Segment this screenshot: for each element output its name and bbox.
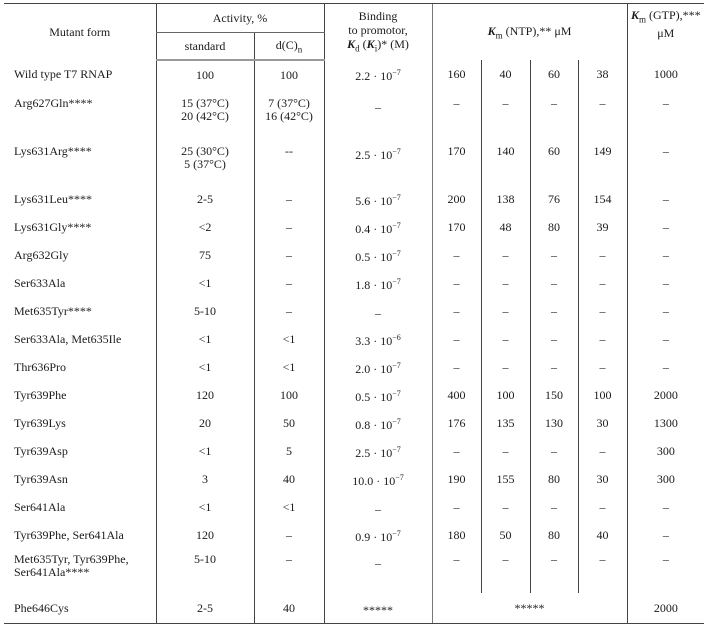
cell-km-ntp-2: 140 [481, 137, 530, 185]
cell-mutant-name: Tyr639Asn [14, 471, 68, 486]
mutant-data-table-container [4, 3, 704, 624]
cell-activity-dc: 50 [254, 409, 324, 437]
table-row [4, 593, 704, 624]
cell-activity-standard: 20 [156, 409, 254, 437]
cell-mutant-name: Ser641Ala [14, 499, 66, 514]
cell-binding: $0.8 \cdot 10^{-7}$ [324, 409, 432, 437]
header-km-ntp: $K_m$ (NTP),** μM [432, 4, 627, 61]
cell-km-ntp-4: – [578, 89, 627, 137]
cell-mutant-name: Thr636Pro [14, 359, 66, 374]
table-row [4, 437, 704, 465]
cell-km-ntp-2: – [481, 549, 530, 593]
table-row [4, 185, 704, 213]
cell-km-ntp-4: – [578, 353, 627, 381]
cell-km-ntp-4: – [578, 325, 627, 353]
table-row [4, 269, 704, 297]
cell-km-ntp-2: 155 [481, 465, 530, 493]
cell-activity-standard: 3 [156, 465, 254, 493]
cell-km-ntp-1: 180 [432, 521, 481, 549]
cell-km-ntp-3: 150 [530, 381, 578, 409]
cell-mutant-name: Lys631Arg**** [14, 144, 92, 158]
cell-km-ntp-4: 149 [578, 137, 627, 185]
cell-activity-dc: – [254, 549, 324, 593]
cell-activity-dc: – [254, 213, 324, 241]
cell-km-ntp-4: 154 [578, 185, 627, 213]
cell-km-ntp-4: – [578, 297, 627, 325]
cell-km-ntp-4: 30 [578, 465, 627, 493]
cell-km-ntp-3: – [530, 353, 578, 381]
cell-binding: $0.5 \cdot 10^{-7}$ [324, 241, 432, 269]
cell-km-ntp-1: – [432, 493, 481, 521]
cell-km-ntp-4: – [578, 493, 627, 521]
cell-activity-standard: 2-5 [156, 185, 254, 213]
cell-km-ntp-1: – [432, 353, 481, 381]
cell-km-ntp-2: – [481, 297, 530, 325]
cell-km-ntp-2: 50 [481, 521, 530, 549]
cell-km-ntp-3: – [530, 89, 578, 137]
cell-km-ntp-3: – [530, 493, 578, 521]
cell-km-gtp: – [627, 325, 704, 353]
cell-km-ntp-2: – [481, 325, 530, 353]
table-row [4, 137, 704, 185]
cell-km-ntp-1: – [432, 437, 481, 465]
cell-mutant-name: Met635Tyr, Tyr639Phe, Ser641Ala**** [14, 552, 129, 579]
header-activity-standard: standard [156, 33, 254, 61]
cell-km-gtp: – [627, 493, 704, 521]
header-binding [324, 4, 432, 61]
cell-km-ntp-3: 80 [530, 521, 578, 549]
cell-mutant-name: Tyr639Phe, Ser641Ala [14, 527, 124, 542]
cell-km-ntp-2: 135 [481, 409, 530, 437]
cell-activity-standard: 75 [156, 241, 254, 269]
cell-km-gtp: 300 [627, 465, 704, 493]
cell-binding: $2.5 \cdot 10^{-7}$ [324, 437, 432, 465]
cell-km-gtp: 2000 [627, 381, 704, 409]
cell-activity-standard: <1 [156, 437, 254, 465]
cell-mutant-name: Tyr639Phe [14, 387, 67, 402]
cell-km-ntp-merged: ***** [432, 593, 627, 624]
cell-binding: $2.2 \cdot 10^{-7}$ [324, 60, 432, 89]
cell-activity-dc: – [254, 521, 324, 549]
cell-km-ntp-2: 48 [481, 213, 530, 241]
cell-km-ntp-3: – [530, 437, 578, 465]
cell-km-ntp-3: 130 [530, 409, 578, 437]
cell-km-gtp: 1000 [627, 60, 704, 89]
cell-km-ntp-1: – [432, 325, 481, 353]
header-mutant-form: Mutant form [4, 4, 156, 61]
table-row [4, 89, 704, 137]
cell-km-ntp-3: – [530, 241, 578, 269]
cell-binding: – [324, 493, 432, 521]
cell-km-ntp-2: – [481, 493, 530, 521]
header-km-gtp: $K_m$ (GTP),*** μM [627, 4, 704, 61]
cell-activity-standard: 25 (30°C) 5 (37°C) [156, 137, 254, 185]
cell-activity-standard: <1 [156, 269, 254, 297]
cell-mutant-name: Lys631Leu**** [14, 191, 92, 206]
cell-km-ntp-1: 170 [432, 213, 481, 241]
cell-km-ntp-4: 40 [578, 521, 627, 549]
cell-km-gtp: – [627, 241, 704, 269]
cell-activity-dc: <1 [254, 493, 324, 521]
cell-binding: $2.5 \cdot 10^{-7}$ [324, 137, 432, 185]
table-body [4, 60, 704, 624]
cell-binding: – [324, 549, 432, 593]
cell-activity-standard: <1 [156, 353, 254, 381]
cell-km-ntp-3: – [530, 325, 578, 353]
cell-mutant-name: Phe646Cys [4, 593, 156, 624]
table-row [4, 241, 704, 269]
cell-km-ntp-2: 40 [481, 60, 530, 89]
cell-km-ntp-2: – [481, 269, 530, 297]
table-row [4, 465, 704, 493]
cell-km-ntp-4: – [578, 241, 627, 269]
table-row [4, 409, 704, 437]
cell-km-ntp-2: 138 [481, 185, 530, 213]
cell-binding: $3.3 \cdot 10^{-6}$ [324, 325, 432, 353]
cell-activity-standard: <1 [156, 493, 254, 521]
cell-km-gtp: – [627, 213, 704, 241]
table-row [4, 297, 704, 325]
cell-km-ntp-4: – [578, 437, 627, 465]
cell-binding: $0.5 \cdot 10^{-7}$ [324, 381, 432, 409]
cell-km-gtp: – [627, 137, 704, 185]
table-row [4, 325, 704, 353]
cell-activity-dc: 5 [254, 437, 324, 465]
cell-km-gtp: – [627, 549, 704, 593]
cell-km-ntp-2: – [481, 241, 530, 269]
table-row [4, 213, 704, 241]
cell-mutant-name: Wild type T7 RNAP [14, 67, 113, 81]
cell-activity-dc: 40 [254, 465, 324, 493]
cell-km-ntp-3: 60 [530, 137, 578, 185]
cell-activity-dc: – [254, 297, 324, 325]
table-row [4, 493, 704, 521]
cell-activity-dc: -- [254, 137, 324, 185]
table-row [4, 381, 704, 409]
cell-activity-standard: 5-10 [156, 297, 254, 325]
cell-activity-dc: – [254, 185, 324, 213]
cell-km-ntp-4: 39 [578, 213, 627, 241]
cell-activity-standard: 100 [156, 60, 254, 89]
cell-km-ntp-3: 80 [530, 213, 578, 241]
cell-km-ntp-2: – [481, 353, 530, 381]
cell-km-ntp-4: – [578, 549, 627, 593]
cell-activity-dc: 100 [254, 381, 324, 409]
cell-km-ntp-3: – [530, 549, 578, 593]
cell-km-gtp: – [627, 297, 704, 325]
cell-activity-dc: 100 [254, 60, 324, 89]
cell-mutant-name: Ser633Ala, Met635Ile [14, 331, 122, 346]
cell-binding: $1.8 \cdot 10^{-7}$ [324, 269, 432, 297]
cell-mutant-name: Arg627Gln**** [14, 96, 93, 110]
cell-km-ntp-2: – [481, 89, 530, 137]
cell-binding: ***** [324, 593, 432, 624]
cell-activity-dc: 40 [254, 593, 324, 624]
cell-activity-standard: 120 [156, 381, 254, 409]
cell-activity-standard: <2 [156, 213, 254, 241]
cell-km-gtp: – [627, 89, 704, 137]
cell-mutant-name: Tyr639Lys [14, 415, 66, 430]
table-row [4, 521, 704, 549]
cell-km-ntp-1: 400 [432, 381, 481, 409]
cell-mutant-name: Arg632Gly [14, 247, 69, 262]
cell-binding: – [324, 89, 432, 137]
table-row [4, 549, 704, 593]
cell-activity-dc: <1 [254, 325, 324, 353]
cell-km-gtp: – [627, 521, 704, 549]
cell-activity-standard: 120 [156, 521, 254, 549]
cell-km-ntp-4: – [578, 269, 627, 297]
cell-binding: $2.0 \cdot 10^{-7}$ [324, 353, 432, 381]
cell-km-ntp-1: – [432, 241, 481, 269]
table-row [4, 353, 704, 381]
cell-binding: $0.9 \cdot 10^{-7}$ [324, 521, 432, 549]
header-binding-line2: to promotor, [348, 22, 408, 37]
cell-km-ntp-1: – [432, 89, 481, 137]
cell-activity-standard: 5-10 [156, 549, 254, 593]
table-row [4, 60, 704, 89]
cell-mutant-name: Tyr639Asp [14, 443, 68, 458]
cell-activity-dc: – [254, 269, 324, 297]
cell-km-ntp-2: 100 [481, 381, 530, 409]
cell-binding: $0.4 \cdot 10^{-7}$ [324, 213, 432, 241]
cell-km-gtp: 300 [627, 437, 704, 465]
cell-activity-standard: 2-5 [156, 593, 254, 624]
cell-km-ntp-1: 190 [432, 465, 481, 493]
cell-km-ntp-1: 160 [432, 60, 481, 89]
cell-km-ntp-1: 170 [432, 137, 481, 185]
cell-km-ntp-4: 100 [578, 381, 627, 409]
header-binding-line3: $K_d$ $(K_i)*$ (M) [347, 36, 409, 54]
cell-km-gtp: 2000 [627, 593, 704, 624]
cell-km-ntp-1: 176 [432, 409, 481, 437]
header-binding-line1: Binding [358, 8, 398, 23]
cell-mutant-name: Met635Tyr**** [14, 303, 92, 318]
cell-km-ntp-3: – [530, 297, 578, 325]
cell-km-gtp: 1300 [627, 409, 704, 437]
cell-km-ntp-3: 76 [530, 185, 578, 213]
cell-binding: $10.0 \cdot 10^{-7}$ [324, 465, 432, 493]
cell-km-ntp-1: – [432, 549, 481, 593]
cell-activity-standard: 15 (37°C) 20 (42°C) [156, 89, 254, 137]
cell-km-ntp-1: 200 [432, 185, 481, 213]
cell-activity-dc: <1 [254, 353, 324, 381]
cell-mutant-name: Ser633Ala [14, 275, 66, 290]
mutant-data-table [4, 3, 704, 624]
cell-activity-dc: 7 (37°C) 16 (42°C) [254, 89, 324, 137]
cell-km-gtp: – [627, 185, 704, 213]
cell-mutant-name: Lys631Gly**** [14, 219, 92, 234]
cell-km-ntp-1: – [432, 297, 481, 325]
cell-km-ntp-2: – [481, 437, 530, 465]
cell-km-ntp-3: 60 [530, 60, 578, 89]
cell-km-gtp: – [627, 269, 704, 297]
cell-km-ntp-3: – [530, 269, 578, 297]
cell-activity-standard: <1 [156, 325, 254, 353]
cell-binding: – [324, 297, 432, 325]
cell-activity-dc: – [254, 241, 324, 269]
cell-km-ntp-3: 80 [530, 465, 578, 493]
cell-km-ntp-4: 30 [578, 409, 627, 437]
cell-binding: $5.6 \cdot 10^{-7}$ [324, 185, 432, 213]
header-activity-dc: $d(C)_n$ [254, 33, 324, 61]
cell-km-ntp-1: – [432, 269, 481, 297]
cell-km-gtp: – [627, 353, 704, 381]
cell-km-ntp-4: 38 [578, 60, 627, 89]
header-activity: Activity, % [156, 4, 324, 33]
